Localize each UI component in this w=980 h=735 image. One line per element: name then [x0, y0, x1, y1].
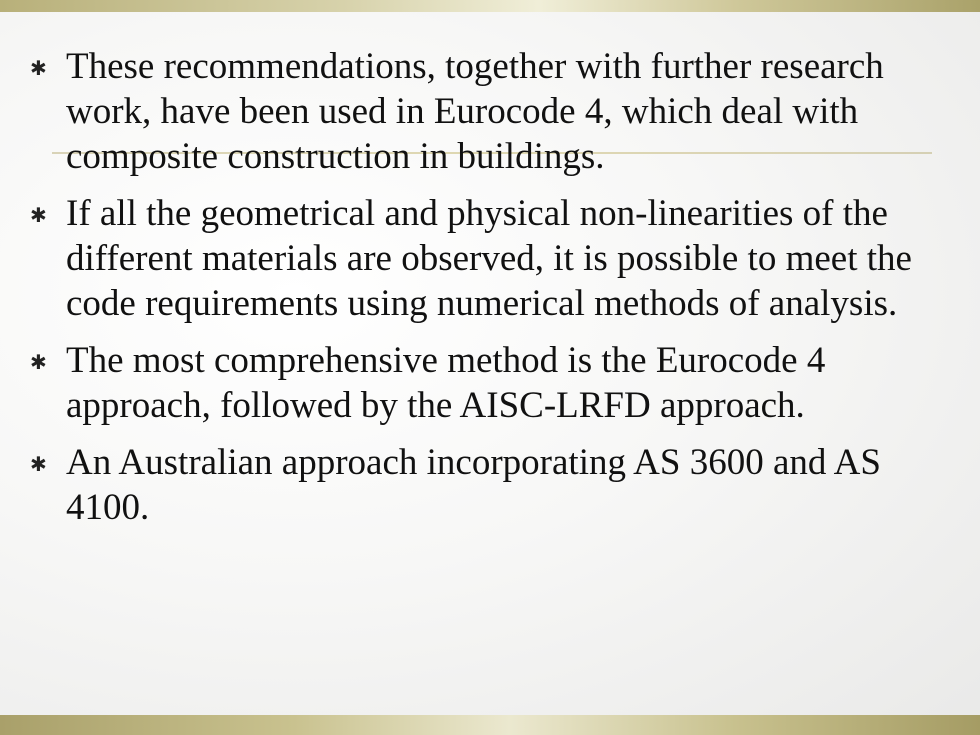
bullet-item [30, 191, 950, 326]
bullet-item [30, 338, 950, 428]
asterisk-bullet-icon: ✱ [30, 203, 47, 227]
bullet-text: The most comprehensive method is the Eurocode 4 approach, followed by the AISC-LRFD approach. [66, 340, 826, 426]
asterisk-bullet-icon: ✱ [30, 56, 47, 80]
bottom-accent-bar [0, 715, 980, 735]
bullet-item [30, 44, 950, 179]
bullet-text: These recommendations, together with further research work, have been used in Eurocode 4, which deal with composite construction in buildings. [66, 46, 884, 177]
top-accent-bar [0, 0, 980, 12]
asterisk-bullet-icon: ✱ [30, 350, 47, 374]
bullet-text: If all the geometrical and physical non-linearities of the different materials are observed, it is possible to meet the code requirements using numerical methods of analysis. [66, 193, 912, 324]
bullet-item [30, 440, 950, 530]
asterisk-bullet-icon: ✱ [30, 452, 47, 476]
bullet-text: An Australian approach incorporating AS 3600 and AS 4100. [66, 442, 881, 528]
bullet-list [30, 44, 950, 542]
